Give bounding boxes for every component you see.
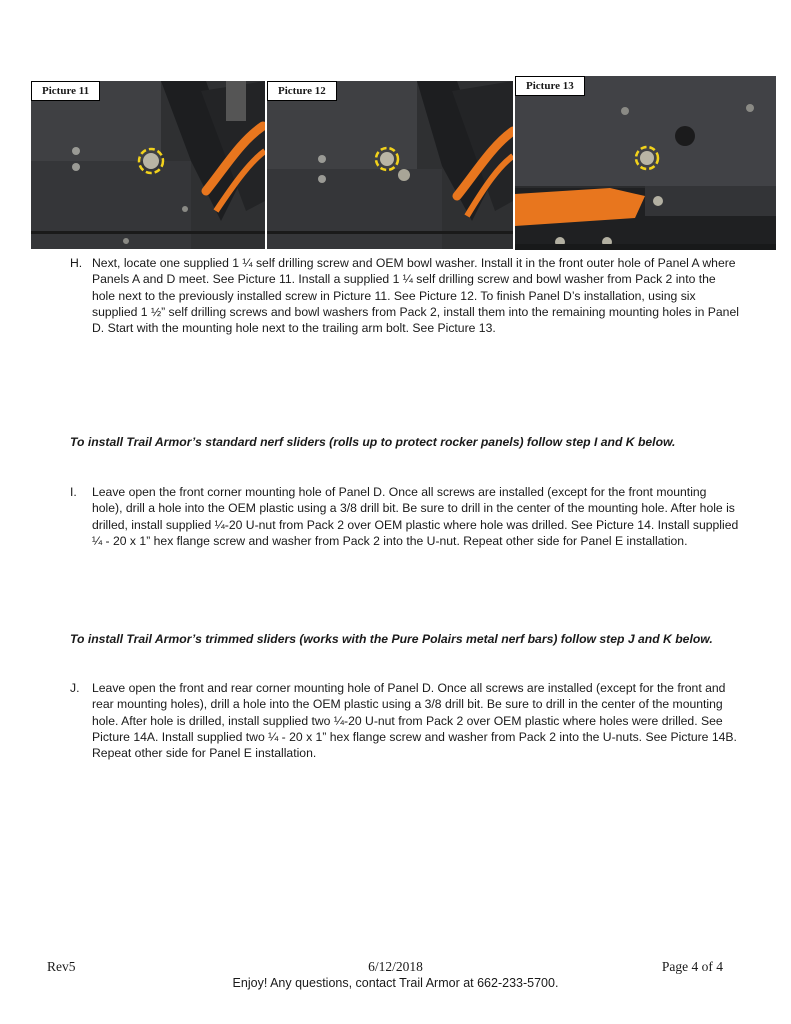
picture-11: [31, 81, 265, 249]
standard-sliders-heading: To install Trail Armor’s standard nerf sliders (rolls up to protect rocker panels) follow step I and K below.: [70, 435, 676, 449]
picture-13-label: Picture 13: [515, 76, 585, 96]
picture-11-label: Picture 11: [31, 81, 100, 101]
footer-date: 6/12/2018: [368, 959, 423, 974]
photo-strip: [31, 76, 776, 250]
picture-13: [515, 76, 776, 250]
footer-page-number: Page 4 of 4: [661, 959, 723, 974]
step-i-text: Leave open the front corner mounting hole of Panel D. Once all screws are installed (except for the front mounting hole), drill a hole into the OEM plastic using a 3/8 drill bit. Be sure to drill in the center of the mounting hole. After hole is drilled, install supplied ¼-20 U-nut from Pack 2 over OEM plastic where hole was drilled. See Picture 14. Install supplied ¼ - 20 x 1” hex flange screw and washer from Pack 2 into the U-nut. Repeat other side for Panel E installation.: [92, 485, 739, 548]
picture-12-label: Picture 12: [267, 81, 337, 101]
step-i-letter: I.: [70, 485, 77, 499]
step-h: [70, 255, 740, 336]
trimmed-sliders-heading: To install Trail Armor’s trimmed sliders (works with the Pure Polairs metal nerf bars) follow step J and K below.: [70, 632, 713, 646]
footer-contact: Enjoy! Any questions, contact Trail Armor at 662-233-5700.: [232, 976, 559, 990]
step-j-text: Leave open the front and rear corner mounting hole of Panel D. Once all screws are installed (except for the front and rear mounting holes), drill a hole into the OEM plastic using a 3/8 drill bit. Be sure to drill in the center of the mounting hole. After hole is drilled, install supplied two ¼-20 U-nut from Pack 2 over OEM plastic where holes were drilled. See Picture 14A. Install supplied two ¼ - 20 x 1” hex flange screw and washer from Pack 2 into the U-nuts. See Picture 14B. Repeat other side for Panel E installation.: [92, 681, 737, 761]
step-j: [70, 680, 740, 761]
step-h-text: Next, locate one supplied 1 ¼ self drilling screw and OEM bowl washer. Install it in the front outer hole of Panel A where Panels A and D meet. See Picture 11. Install a supplied 1 ¼ self drilling screw and bowl washer from Pack 2 into the hole next to the previously installed screw in Picture 11. See Picture 12. To finish Panel D’s installation, using six supplied 1 ½” self drilling screws and bowl washers from Pack 2, install them into the remaining mounting holes in Panel D. Start with the mounting hole next to the trailing arm bolt. See Picture 13.: [92, 256, 739, 336]
footer-rev: Rev5: [47, 959, 76, 974]
step-i: [70, 484, 740, 549]
step-j-letter: J.: [70, 681, 80, 695]
picture-12: [267, 81, 513, 249]
step-h-letter: H.: [70, 256, 83, 270]
